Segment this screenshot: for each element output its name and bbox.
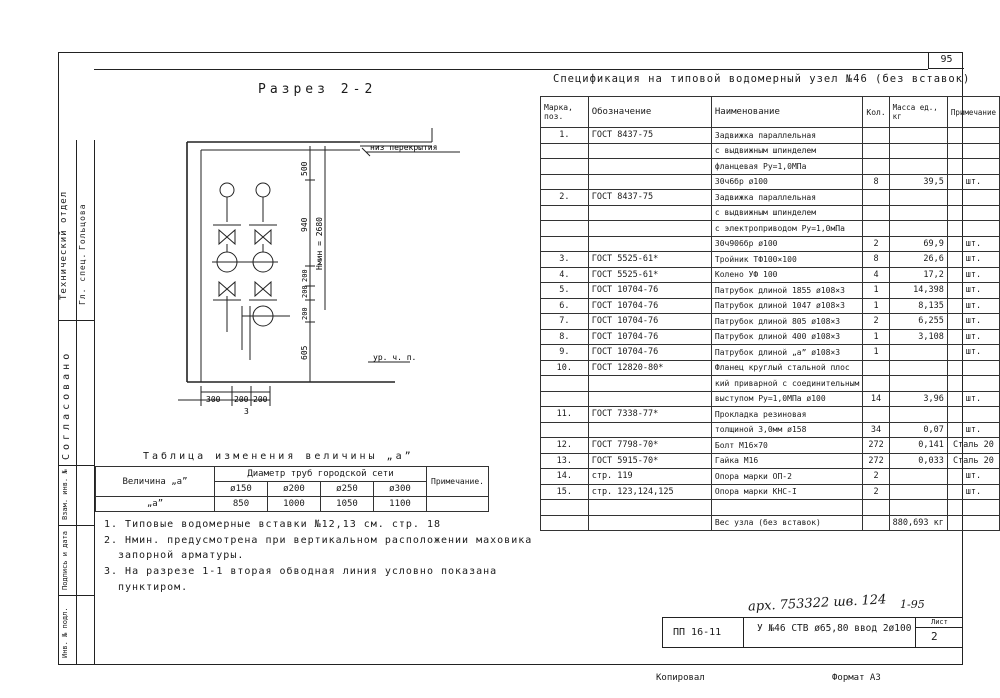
spec-cell-pos: 7.: [541, 314, 589, 330]
table-a-group: Диаметр труб городской сети: [215, 467, 427, 482]
spec-cell-mass: 17,2: [889, 267, 947, 283]
spec-h-qty: Кол.: [863, 97, 889, 128]
spec-cell-qty: [863, 143, 889, 159]
spec-cell-pos: 9.: [541, 345, 589, 361]
page-number: 95: [928, 52, 964, 69]
dim-300: 300: [206, 395, 221, 404]
stamp-head-spec: Гл. спец.: [78, 252, 87, 305]
spec-cell-note: шт.: [947, 236, 999, 252]
spec-cell-note: шт.: [947, 252, 999, 268]
spec-cell-qty: [863, 128, 889, 144]
spec-cell-note: [947, 407, 999, 423]
spec-cell-mass: [889, 407, 947, 423]
spec-cell-mass: 0,033: [889, 453, 947, 469]
spec-cell-qty: [863, 515, 889, 531]
spec-cell-qty: [863, 205, 889, 221]
floor-label: ур. ч. п.: [373, 353, 417, 362]
spec-cell-qty: 272: [863, 438, 889, 454]
spec-row: [541, 236, 1000, 252]
spec-title: Спецификация на типовой водомерный узел №46 (без вставок): [553, 73, 971, 85]
table-a-col1: Величина „а”: [96, 467, 215, 497]
spec-cell-name: Прокладка резиновая: [711, 407, 863, 423]
spec-cell-mass: [889, 205, 947, 221]
note-3-cont: пунктиром.: [118, 582, 189, 593]
spec-row: [541, 190, 1000, 206]
spec-cell-name: 30ч6бр ø100: [711, 174, 863, 190]
spec-cell-pos: 8.: [541, 329, 589, 345]
spec-cell-mass: [889, 469, 947, 485]
spec-cell-pos: 10.: [541, 360, 589, 376]
spec-cell-mass: 0,141: [889, 438, 947, 454]
spec-cell-name: Патрубок длиной 1855 ø108×3: [711, 283, 863, 299]
spec-row: [541, 221, 1000, 237]
spec-cell-name: Фланец круглый стальной плос: [711, 360, 863, 376]
spec-cell-mass: [889, 345, 947, 361]
spec-cell-note: [947, 143, 999, 159]
spec-cell-qty: [863, 407, 889, 423]
tb-sheet: 2: [931, 630, 938, 643]
spec-h-name: Наименование: [711, 97, 863, 128]
spec-cell-pos: 2.: [541, 190, 589, 206]
spec-cell-mass: 6,255: [889, 314, 947, 330]
archive-handwritten: арх. 753322 шв. 124: [747, 592, 887, 615]
spec-cell-note: шт.: [947, 391, 999, 407]
spec-cell-note: Сталь 20: [947, 453, 999, 469]
tb-sheet-label: Лист: [931, 618, 948, 626]
spec-cell-code: [588, 174, 711, 190]
spec-cell-note: шт.: [947, 329, 999, 345]
footer-format: Формат А3: [832, 673, 881, 683]
spec-cell-name: Патрубок длиной 1047 ø108×3: [711, 298, 863, 314]
spec-cell-name: Опора марки КНС-I: [711, 484, 863, 500]
spec-cell-mass: 26,6: [889, 252, 947, 268]
tb-desc: У №46 СТВ ø65,80 ввод 2ø100: [757, 623, 912, 634]
note-1: 1. Типовые водомерные вставки №12,13 см. стр. 18: [104, 519, 441, 530]
section-title: Разрез 2-2: [258, 82, 377, 97]
spec-cell-code: ГОСТ 8437-75: [588, 128, 711, 144]
spec-cell-qty: 1: [863, 283, 889, 299]
spec-cell-qty: [863, 360, 889, 376]
spec-cell-qty: [863, 221, 889, 237]
dim-200b: 200: [301, 285, 309, 298]
spec-cell-code: ГОСТ 7798-70*: [588, 438, 711, 454]
spec-cell-code: [588, 236, 711, 252]
spec-row: [541, 407, 1000, 423]
spec-cell-note: [947, 159, 999, 175]
stamp-sign-date: Подпись и дата: [61, 530, 69, 590]
spec-cell-code: ГОСТ 10704-76: [588, 345, 711, 361]
spec-cell-note: [947, 221, 999, 237]
spec-cell-pos: 5.: [541, 283, 589, 299]
stamp-inv-dup: Взам. инв. №: [61, 469, 69, 520]
section-drawing: [170, 110, 520, 420]
dim-200a: 200: [301, 269, 309, 282]
spec-cell-mass: [889, 221, 947, 237]
spec-cell-note: Сталь 20: [947, 438, 999, 454]
spec-cell-qty: [863, 159, 889, 175]
spec-cell-name: Задвижка параллельная: [711, 190, 863, 206]
spec-cell-mass: 880,693 кг: [889, 515, 947, 531]
spec-cell-code: ГОСТ 10704-76: [588, 283, 711, 299]
spec-cell-qty: [863, 190, 889, 206]
note-3: 3. На разрезе 1-1 вторая обводная линия условно показана: [104, 566, 498, 577]
spec-cell-name: Патрубок длиной 805 ø108×3: [711, 314, 863, 330]
spec-cell-pos: [541, 205, 589, 221]
spec-cell-pos: [541, 515, 589, 531]
spec-row: [541, 500, 1000, 516]
spec-h-note: Примечание: [947, 97, 999, 128]
spec-row: [541, 298, 1000, 314]
spec-cell-code: ГОСТ 5525-61*: [588, 252, 711, 268]
spec-cell-qty: [863, 376, 889, 392]
spec-cell-name: с электроприводом Ру=1,0мПа: [711, 221, 863, 237]
spec-cell-note: шт.: [947, 298, 999, 314]
spec-cell-note: шт.: [947, 345, 999, 361]
spec-cell-note: шт.: [947, 283, 999, 299]
dim-hmin: Hмин = 2680: [315, 217, 324, 270]
spec-cell-pos: 11.: [541, 407, 589, 423]
spec-cell-code: ГОСТ 5915-70*: [588, 453, 711, 469]
spec-cell-name: [711, 500, 863, 516]
spec-cell-name: кий приварной с соединительным: [711, 376, 863, 392]
spec-cell-mass: 0,07: [889, 422, 947, 438]
table-a-d200: ø200: [268, 482, 321, 497]
spec-cell-pos: 12.: [541, 438, 589, 454]
spec-row: [541, 422, 1000, 438]
table-a-v150: 850: [215, 497, 268, 512]
spec-cell-code: [588, 515, 711, 531]
spec-cell-mass: [889, 159, 947, 175]
spec-cell-note: [947, 515, 999, 531]
spec-cell-mass: [889, 500, 947, 516]
spec-cell-pos: [541, 236, 589, 252]
spec-cell-note: шт.: [947, 484, 999, 500]
spec-row: [541, 174, 1000, 190]
spec-h-mass: Масса ед., кг: [889, 97, 947, 128]
spec-cell-qty: 8: [863, 174, 889, 190]
spec-cell-mass: [889, 376, 947, 392]
spec-cell-note: [947, 128, 999, 144]
spec-row: [541, 515, 1000, 531]
spec-cell-name: с выдвижным шпинделем: [711, 143, 863, 159]
table-a-v250: 1050: [321, 497, 374, 512]
table-a-d250: ø250: [321, 482, 374, 497]
dim-500: 500: [300, 161, 309, 176]
spec-cell-qty: 2: [863, 314, 889, 330]
spec-cell-code: ГОСТ 12820-80*: [588, 360, 711, 376]
spec-cell-pos: 13.: [541, 453, 589, 469]
spec-cell-code: ГОСТ 10704-76: [588, 329, 711, 345]
spec-cell-name: Гайка М16: [711, 453, 863, 469]
spec-cell-qty: 1: [863, 329, 889, 345]
spec-cell-name: 30ч906бр ø100: [711, 236, 863, 252]
tb-code: ПП 16-11: [673, 627, 722, 638]
spec-cell-pos: [541, 159, 589, 175]
spec-h-code: Обозначение: [588, 97, 711, 128]
spec-cell-pos: [541, 422, 589, 438]
table-a-vnote: [427, 497, 489, 512]
spec-row: [541, 252, 1000, 268]
spec-cell-mass: [889, 190, 947, 206]
spec-cell-code: ГОСТ 10704-76: [588, 298, 711, 314]
spec-cell-mass: [889, 128, 947, 144]
spec-row: [541, 329, 1000, 345]
table-a-row-label: „а”: [96, 497, 215, 512]
spec-cell-note: шт.: [947, 469, 999, 485]
stamp-dept: Технический отдел: [59, 190, 69, 300]
spec-row: [541, 360, 1000, 376]
spec-cell-pos: 14.: [541, 469, 589, 485]
spec-cell-name: Патрубок длиной 400 ø108×3: [711, 329, 863, 345]
spec-cell-name: толщиной 3,0мм ø158: [711, 422, 863, 438]
spec-cell-note: шт.: [947, 174, 999, 190]
table-a-v200: 1000: [268, 497, 321, 512]
spec-cell-qty: 4: [863, 267, 889, 283]
spec-row: [541, 469, 1000, 485]
spec-header-row: [541, 97, 1000, 128]
stamp-agreed: Согласовано: [61, 349, 72, 460]
spec-cell-code: стр. 123,124,125: [588, 484, 711, 500]
spec-cell-pos: [541, 391, 589, 407]
spec-row: [541, 345, 1000, 361]
table-a-d150: ø150: [215, 482, 268, 497]
spec-cell-code: стр. 119: [588, 469, 711, 485]
note-2-cont: запорной арматуры.: [118, 550, 245, 561]
spec-cell-qty: 272: [863, 453, 889, 469]
spec-cell-name: Болт М16×70: [711, 438, 863, 454]
mark-a: 3: [244, 407, 249, 416]
spec-cell-note: [947, 360, 999, 376]
table-a-title: Таблица изменения величины „а”: [143, 451, 414, 462]
spec-cell-mass: 14,398: [889, 283, 947, 299]
spec-cell-qty: 2: [863, 236, 889, 252]
spec-cell-qty: [863, 500, 889, 516]
spec-row: [541, 438, 1000, 454]
dim-200c: 200: [301, 307, 309, 320]
spec-cell-note: шт.: [947, 267, 999, 283]
spec-cell-note: шт.: [947, 422, 999, 438]
spec-row: [541, 391, 1000, 407]
spec-cell-name: Опора марки ОП-2: [711, 469, 863, 485]
spec-cell-name: Задвижка параллельная: [711, 128, 863, 144]
spec-cell-pos: [541, 500, 589, 516]
spec-cell-name: Тройник ТФ100×100: [711, 252, 863, 268]
spec-cell-name: Патрубок длиной „а” ø108×3: [711, 345, 863, 361]
spec-cell-mass: 8,135: [889, 298, 947, 314]
spec-cell-code: [588, 391, 711, 407]
spec-row: [541, 143, 1000, 159]
title-block: [662, 617, 963, 648]
spec-cell-name: с выдвижным шпинделем: [711, 205, 863, 221]
spec-cell-mass: 69,9: [889, 236, 947, 252]
spec-cell-name: выступом Ру=1,0МПа ø100: [711, 391, 863, 407]
side-stamp: [58, 140, 95, 665]
spec-cell-code: [588, 422, 711, 438]
spec-cell-code: [588, 376, 711, 392]
spec-h-pos: Марка, поз.: [541, 97, 589, 128]
spec-cell-pos: 3.: [541, 252, 589, 268]
spec-cell-mass: [889, 484, 947, 500]
spec-cell-qty: 2: [863, 484, 889, 500]
spec-cell-pos: 15.: [541, 484, 589, 500]
spec-cell-qty: 14: [863, 391, 889, 407]
spec-cell-note: [947, 190, 999, 206]
archive-page-handwritten: 1-95: [900, 598, 925, 611]
top-rule: [94, 69, 928, 70]
table-a-d300: ø300: [374, 482, 427, 497]
footer-copied: Копировал: [656, 673, 705, 683]
spec-row: [541, 159, 1000, 175]
stamp-head-name: Гольцова: [78, 203, 87, 250]
spec-cell-qty: 1: [863, 345, 889, 361]
spec-cell-code: [588, 500, 711, 516]
spec-cell-note: [947, 205, 999, 221]
spec-cell-code: ГОСТ 7338-77*: [588, 407, 711, 423]
spec-row: [541, 376, 1000, 392]
spec-table: [540, 96, 1000, 531]
spec-cell-code: [588, 143, 711, 159]
spec-row: [541, 314, 1000, 330]
spec-cell-pos: 6.: [541, 298, 589, 314]
spec-cell-qty: 8: [863, 252, 889, 268]
spec-cell-mass: 39,5: [889, 174, 947, 190]
spec-row: [541, 128, 1000, 144]
spec-row: [541, 267, 1000, 283]
spec-cell-pos: [541, 143, 589, 159]
spec-cell-name: Колено УФ 100: [711, 267, 863, 283]
spec-cell-pos: [541, 376, 589, 392]
spec-cell-mass: 3,96: [889, 391, 947, 407]
dim-200-1: 200: [234, 395, 249, 404]
table-a-v300: 1100: [374, 497, 427, 512]
spec-cell-code: ГОСТ 8437-75: [588, 190, 711, 206]
spec-cell-code: [588, 221, 711, 237]
spec-cell-qty: 34: [863, 422, 889, 438]
spec-cell-pos: [541, 174, 589, 190]
spec-row: [541, 484, 1000, 500]
spec-cell-pos: 4.: [541, 267, 589, 283]
spec-cell-name: фланцевая Ру=1,0МПа: [711, 159, 863, 175]
spec-cell-note: [947, 376, 999, 392]
dim-940: 940: [300, 217, 309, 232]
spec-cell-name: Вес узла (без вставок): [711, 515, 863, 531]
spec-row: [541, 453, 1000, 469]
dim-605: 605: [300, 345, 309, 360]
spec-row: [541, 205, 1000, 221]
table-a: [95, 466, 489, 512]
spec-cell-pos: [541, 221, 589, 237]
note-2: 2. Нмин. предусмотрена при вертикальном расположении маховика: [104, 535, 533, 546]
spec-cell-pos: 1.: [541, 128, 589, 144]
spec-cell-code: ГОСТ 10704-76: [588, 314, 711, 330]
spec-cell-note: [947, 500, 999, 516]
spec-cell-mass: [889, 360, 947, 376]
spec-cell-code: ГОСТ 5525-61*: [588, 267, 711, 283]
spec-cell-code: [588, 159, 711, 175]
spec-cell-qty: 2: [863, 469, 889, 485]
stamp-inv-orig: Инв. № подл.: [61, 607, 69, 658]
spec-cell-mass: 3,108: [889, 329, 947, 345]
spec-row: [541, 283, 1000, 299]
spec-cell-note: шт.: [947, 314, 999, 330]
ceiling-label: низ перекрытия: [370, 143, 438, 152]
dim-200-2: 200: [253, 395, 268, 404]
table-a-note: Примечание.: [427, 467, 489, 497]
spec-cell-mass: [889, 143, 947, 159]
spec-cell-qty: 1: [863, 298, 889, 314]
spec-cell-code: [588, 205, 711, 221]
